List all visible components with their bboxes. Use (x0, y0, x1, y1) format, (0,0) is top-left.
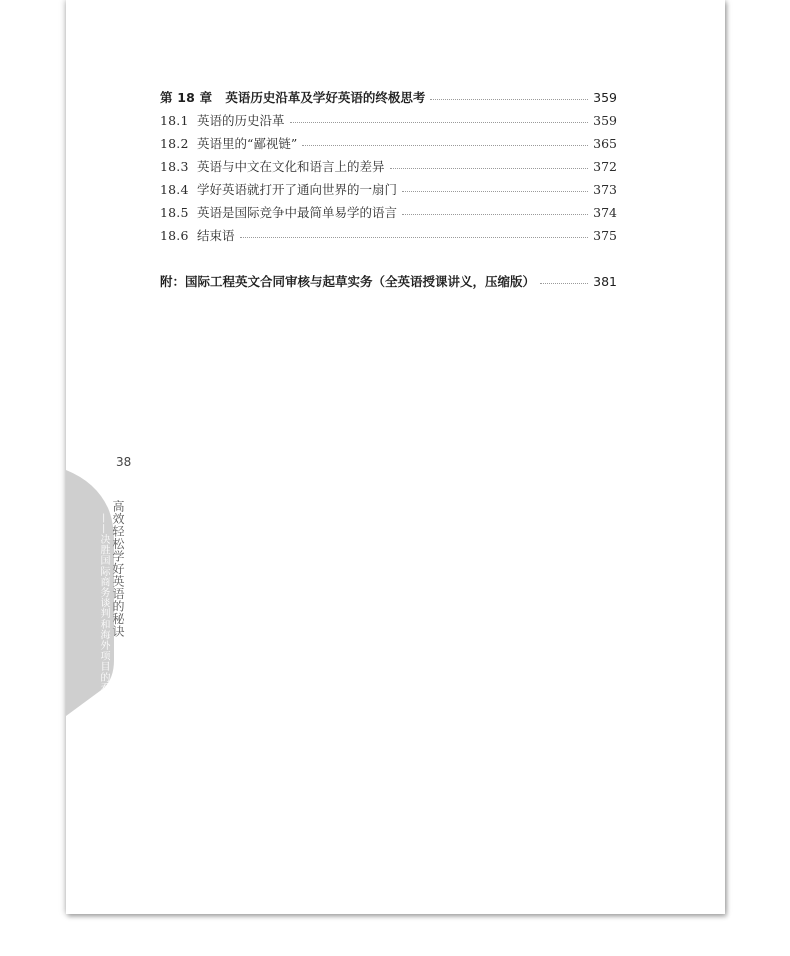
toc-section-entry[interactable] (160, 203, 617, 223)
page-number: 38 (116, 455, 132, 469)
toc-section-entry[interactable] (160, 157, 617, 177)
running-book-subtitle: ——决胜国际商务谈判和海外项目的看家本领 (98, 513, 109, 725)
section-number: 18.6 (160, 228, 189, 243)
dot-leader (430, 99, 588, 100)
appendix-page: 381 (593, 274, 617, 289)
dot-leader (402, 191, 588, 192)
toc-section-entry[interactable] (160, 111, 617, 131)
dot-leader (390, 168, 588, 169)
section-title: 结束语 (197, 228, 235, 243)
section-page: 373 (593, 182, 617, 197)
dot-leader (540, 283, 588, 284)
chapter-title: 英语历史沿革及学好英语的终极思考 (225, 90, 426, 105)
toc-section-entry[interactable] (160, 226, 617, 246)
toc-chapter-entry[interactable] (160, 88, 617, 108)
section-title: 英语是国际竞争中最简单易学的语言 (197, 205, 398, 220)
dot-leader (240, 237, 588, 238)
section-title: 英语的历史沿革 (197, 113, 285, 128)
section-number: 18.5 (160, 205, 189, 220)
dot-leader (290, 122, 588, 123)
appendix-title: 附：国际工程英文合同审核与起草实务（全英语授课讲义，压缩版） (160, 274, 536, 289)
section-title: 英语里的“鄙视链” (197, 136, 298, 151)
toc-section-entry[interactable] (160, 180, 617, 200)
section-title: 英语与中文在文化和语言上的差异 (197, 159, 385, 174)
section-number: 18.2 (160, 136, 189, 151)
section-number: 18.1 (160, 113, 189, 128)
section-number: 18.4 (160, 182, 189, 197)
section-number: 18.3 (160, 159, 189, 174)
section-page: 374 (593, 205, 617, 220)
dot-leader (302, 145, 588, 146)
section-page: 359 (593, 113, 617, 128)
section-page: 372 (593, 159, 617, 174)
chapter-page: 359 (593, 90, 617, 105)
chapter-number: 第 18 章 (160, 90, 213, 105)
dot-leader (402, 214, 588, 215)
section-title: 学好英语就打开了通向世界的一扇门 (197, 182, 398, 197)
toc-section-entry[interactable] (160, 134, 617, 154)
section-page: 375 (593, 228, 617, 243)
section-page: 365 (593, 136, 617, 151)
toc-appendix-entry[interactable] (160, 272, 617, 292)
running-book-title: 高效轻松学好英语的秘诀 (111, 500, 125, 638)
